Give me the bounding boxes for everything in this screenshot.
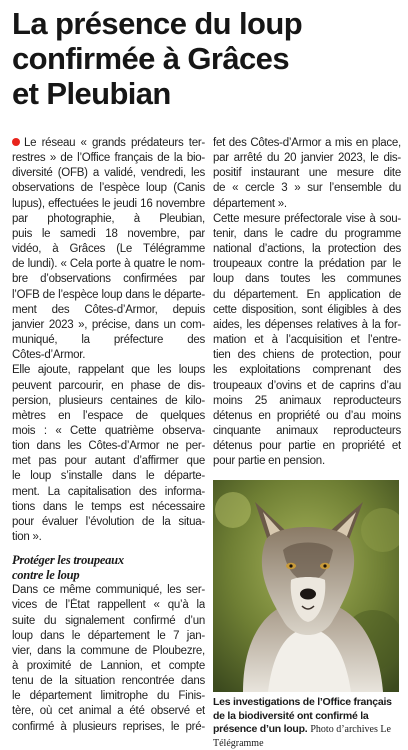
text-line: muniqué, la préfecture des (12, 334, 205, 347)
caption-text: Les investigations de l’Office français de la biodiversité ont confirmé la présence d’un loup. (213, 696, 392, 735)
text-line: observations de l’espèce loup (Canis (12, 182, 205, 195)
text-line: restres » de l’Office français de la bio- (12, 152, 205, 165)
text-line: l’OFB de l’espèce loup dans le départe- (12, 288, 205, 301)
text-line: du département. En application de (213, 288, 401, 301)
text-line: mation et à l’acquisition et l’entre- (213, 334, 401, 347)
text-line: tion ». (12, 531, 42, 544)
text-line: par photographie, à Pleubian, (12, 212, 205, 225)
subhead-line: Protéger les troupeaux (12, 553, 124, 568)
text-line: cette disposition, sont éligibles à des (213, 303, 401, 316)
headline-line: et Pleubian (12, 76, 171, 111)
text-line: les exploitations comprenant des (213, 364, 401, 377)
text-line: puis le samedi 18 novembre, par (12, 227, 205, 240)
text-line: tien des chiens de protection, pour (213, 349, 401, 362)
headline-line: La présence du loup (12, 6, 303, 41)
text-line: vier, dans la commune de Ploubezre, (12, 644, 205, 657)
text-line: met pas pour autant d’affirmer que (12, 455, 205, 468)
section-subhead (12, 553, 205, 583)
text-line: positif instaurant une mesure dite (213, 167, 401, 180)
text-line: de « cercle 3 » sur l’ensemble du (213, 182, 401, 195)
text-line: Cette mesure préfectorale vise à sou- (213, 212, 401, 225)
text-line: bre d’observations confirmées par (12, 273, 205, 286)
text-line: tère, où cet animal a été observé et (12, 705, 205, 718)
text-line: confirmé à plusieurs reprises, le pré- (12, 720, 205, 733)
photo-caption (213, 696, 403, 750)
text-line: vices de l’État rappellent « qu’à la (12, 599, 205, 612)
right-column (213, 136, 401, 469)
text-line: diversité (OFB) a validé, vendredi, les (12, 167, 205, 180)
text-line: janvier 2023 », précise, dans un com- (12, 318, 205, 331)
text-line: persion, plusieurs centaines de kilo- (12, 394, 205, 407)
wolf-photo (213, 480, 399, 692)
text-line: tenu de la situation rencontrée dans (12, 675, 205, 688)
text-line: cinquante animaux reproducteurs (213, 424, 401, 437)
text-line: troupeaux d’ovins et de caprins d’au (213, 379, 401, 392)
text-line: aides, les dépenses relatives à la for- (213, 318, 401, 331)
photo-credit: Photo d’archives Le Télégramme (213, 724, 391, 749)
subhead-line: contre le loup (12, 568, 80, 583)
text-line: fet des Côtes-d’Armor a mis en place, (213, 137, 401, 149)
text-line: par arrêté du 20 janvier 2023, le dis- (213, 152, 401, 165)
text-line: le loup s’installe dans le départe- (12, 470, 205, 483)
text-line: loup dans le département le 7 jan- (12, 629, 205, 642)
text-line: Dans ce même communiqué, les ser- (12, 584, 205, 597)
text-line: ment des Côtes-d’Armor, depuis (12, 303, 205, 316)
text-line: loup dans toutes les communes (213, 273, 401, 286)
text-line: tions dans le temps est nécessaire (12, 500, 205, 513)
text-line: Côtes-d’Armor. (12, 349, 86, 362)
text-line: tion dans les Côtes-d’Armor ne per- (12, 440, 205, 453)
wolf-image (213, 480, 399, 692)
text-line: suite du signalement confirmé d’un (12, 614, 205, 627)
text-line: pour partie en pension. (213, 455, 325, 468)
text-line: département ». (213, 197, 287, 210)
text-line: à proximité de Lannion, et compte (12, 660, 205, 672)
headline-line: confirmée à Grâces (12, 41, 289, 76)
text-line: Le réseau « grands prédateurs ter- (12, 136, 205, 151)
text-line: de lundi). « Cela porte à quatre le nom- (12, 258, 205, 271)
text-line: mètres en l’espace de quelques (12, 409, 205, 422)
text-line: peuvent parcourir, en phase de dis- (12, 379, 205, 392)
text-line: lupus), effectuées le jeudi 16 novembre (12, 197, 205, 210)
article-headline (12, 6, 402, 111)
text-line: vidéo, à Grâces (Le Télégramme (12, 243, 205, 256)
text-line: moins 25 animaux reproducteurs (213, 394, 401, 407)
right-body-text (213, 136, 401, 469)
text-line: pour évaluer l’évolution de la situa- (12, 515, 205, 528)
text-line: troupeaux contre la prédation par le (213, 258, 401, 271)
text-line: Elle ajoute, rappelant que les loups (12, 364, 205, 377)
text-line: ment. La capitalisation des informa- (12, 485, 205, 498)
left-column (12, 136, 205, 735)
text-line: détenus pour partie en propriété et (213, 440, 401, 453)
bullet-marker (12, 138, 20, 146)
text-line: le département limitrophe du Finis- (12, 690, 205, 703)
text-line: national d’actions, la protection des (213, 243, 401, 256)
text-line: détenus en propriété ou d’au moins (213, 409, 401, 422)
text-line: tenir, dans le cadre du programme (213, 227, 401, 240)
left-body-text (12, 136, 205, 545)
text-line: mois : « Cette quatrième observa- (12, 424, 205, 437)
left-body-text-2 (12, 583, 205, 735)
